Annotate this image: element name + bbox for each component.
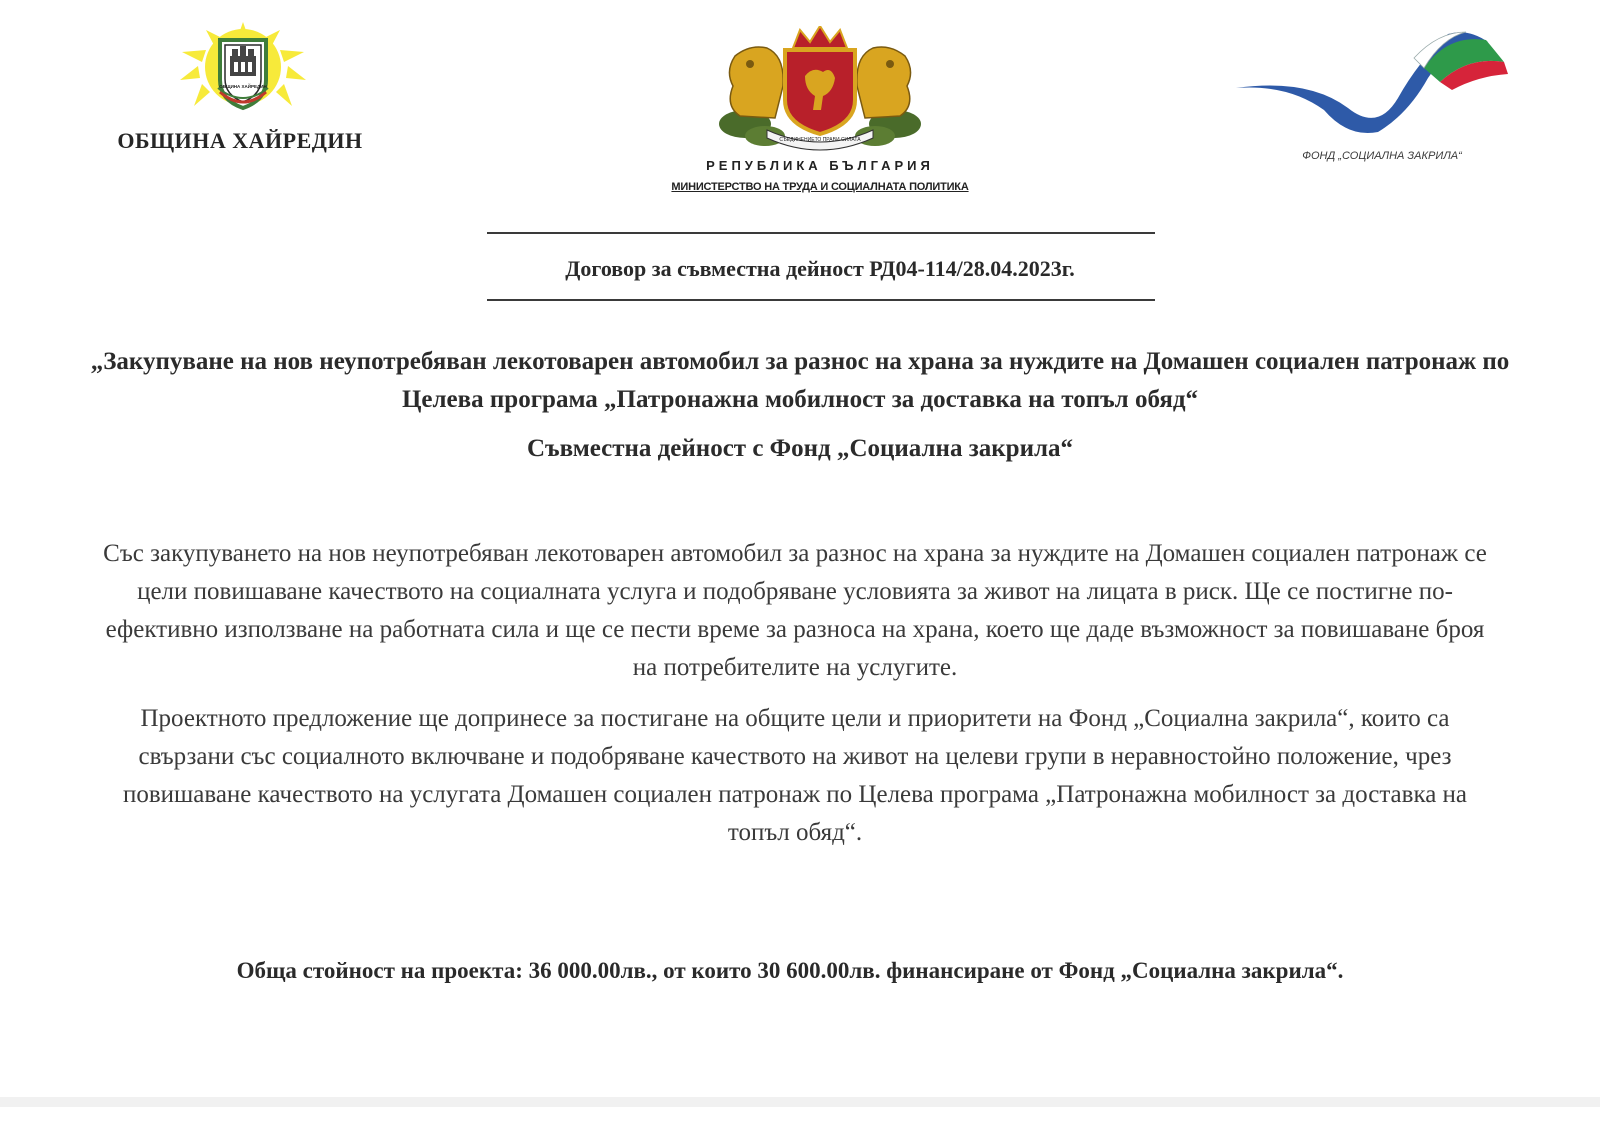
coat-of-arms: [705, 26, 935, 158]
crown-icon: [793, 26, 847, 48]
ministry-label: МИНИСТЕРСТВО НА ТРУДА И СОЦИАЛНАТА ПОЛИТИКА: [671, 181, 969, 193]
fund-name: ФОНД „СОЦИАЛНА ЗАКРИЛА“: [1302, 150, 1462, 162]
project-title: „Закупуване на нов неупотребяван лекотоварен автомобил за разнос на храна за нуждите на Домашен социален патронаж по Целева програма „Патронажна мобилност за доставка на топъл обяд“: [90, 348, 1510, 413]
page-bottom-band: [0, 1097, 1600, 1107]
project-total: Обща стойност на проекта: 36 000.00лв., от които 30 600.00лв. финансиране от Фонд „Социална закрила“.: [236, 958, 1344, 983]
swoosh-icon: [1236, 32, 1508, 133]
contract-title: Договор за съвместна дейност РД04-114/28.04.2023г.: [565, 256, 1075, 281]
republic-label: РЕПУБЛИКА БЪЛГАРИЯ: [706, 158, 934, 173]
coat-ribbon-text: СЪЕДИНЕНИЕТО ПРАВИ СИЛАТА: [779, 137, 861, 143]
right-lion-icon: [857, 47, 911, 118]
divider-bottom: [487, 299, 1155, 301]
fund-logo: [1228, 28, 1518, 143]
divider-top: [487, 232, 1155, 234]
joint-activity-title: Съвместна дейност с Фонд „Социална закрила“: [526, 435, 1073, 462]
municipality-logo: [180, 22, 306, 112]
shield-icon: [218, 40, 268, 108]
municipality-logo-text: ОБЩИНА ХАЙРЕДИН: [219, 84, 267, 89]
shield-icon: [785, 50, 855, 134]
left-lion-icon: [729, 47, 783, 118]
body-paragraph-2: Проектното предложение ще допринесе за постигане на общите цели и приоритети на Фонд „Социална закрила“, които са свързани със социалното включване и подобряване качеството на живот на целеви групи в неравностойно положение, чрез повишаване качеството на услугата Домашен социален патронаж по Целева програма „Патронажна мобилност за доставка на топъл обяд“.: [122, 705, 1468, 846]
body-paragraph-1: Със закупуването на нов неупотребяван лекотоварен автомобил за разнос на храна за нуждите на Домашен социален патронаж се цели повишаване качеството на социалната услуга и подобряване условията за живот на лицата в риск. Ще се постигне по-ефективно използване на работната сила и ще се пести време за разноса на храна, което ще даде възможност за повишаване броя на потребителите на услугите.: [103, 540, 1487, 681]
municipality-name: ОБЩИНА ХАЙРЕДИН: [117, 128, 363, 153]
